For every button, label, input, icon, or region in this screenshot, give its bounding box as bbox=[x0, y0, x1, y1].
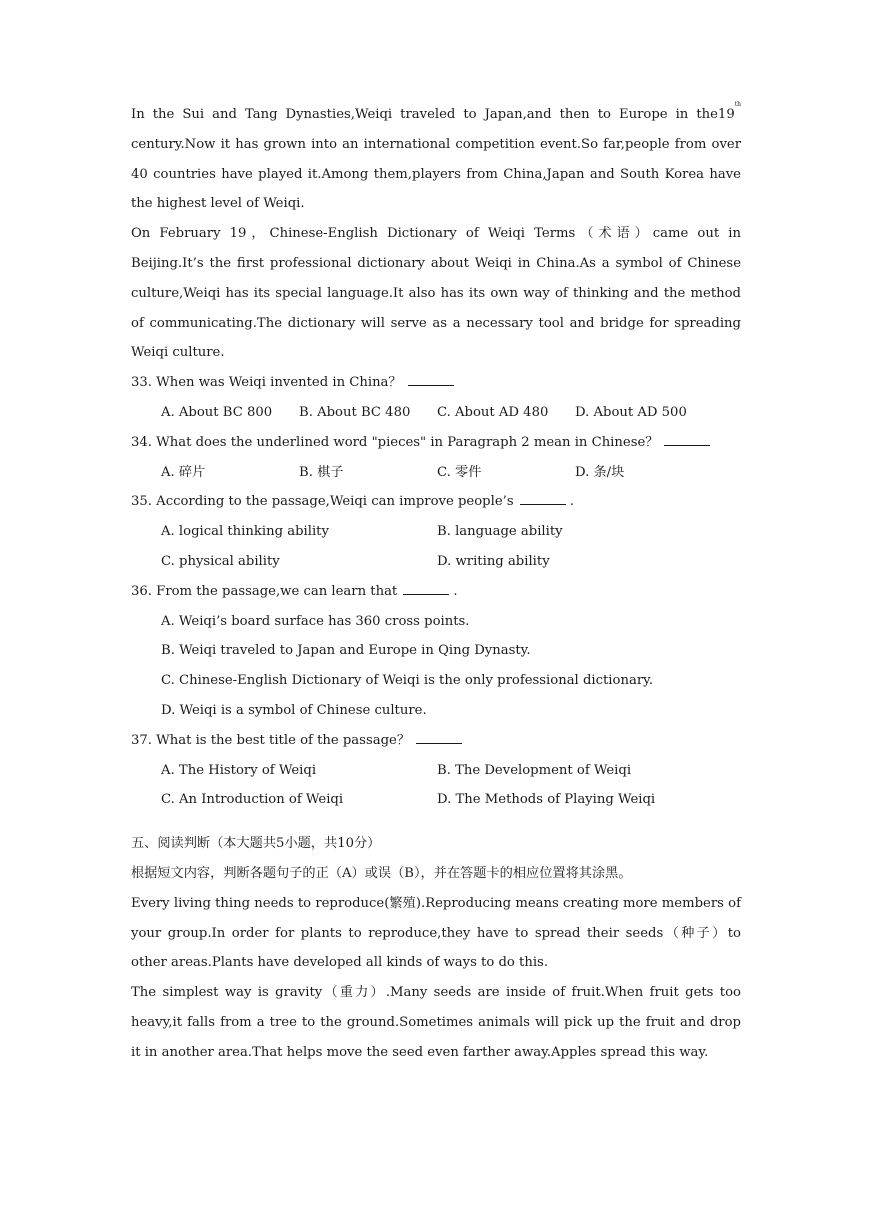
option-c[interactable]: C. Chinese-English Dictionary of Weiqi is the only professional dictionary. bbox=[161, 673, 654, 689]
options-33 bbox=[131, 398, 741, 428]
options-37-row-1 bbox=[131, 756, 741, 786]
option-d[interactable]: D. Weiqi is a symbol of Chinese culture. bbox=[161, 702, 427, 718]
section-5-title: 五、阅读判断（本大题共5小题，共10分） bbox=[131, 836, 381, 852]
paragraph-text: century.Now it has grown into an international competition event.So far,people from over 40 countries have played it.Among them,players from China,Japan and South Korea have the highest level of Weiqi. bbox=[131, 136, 741, 212]
section-5-instruction: 根据短文内容，判断各题句子的正（A）或误（B），并在答题卡的相应位置将其涂黑。 bbox=[131, 865, 632, 881]
option-d[interactable]: D. The Methods of Playing Weiqi bbox=[437, 792, 656, 808]
question-37 bbox=[131, 726, 741, 756]
paragraph-text: In the Sui and Tang Dynasties,Weiqi traveled to Japan,and then to Europe in the19 bbox=[131, 107, 735, 122]
question-stem: 36. From the passage,we can learn that bbox=[131, 583, 398, 599]
option-b[interactable]: B. Weiqi traveled to Japan and Europe in Qing Dynasty. bbox=[161, 643, 531, 659]
question-stem: 37. What is the best title of the passage？ bbox=[131, 732, 411, 748]
option-d[interactable]: D. 条/块 bbox=[575, 464, 625, 480]
question-stem: 35. According to the passage,Weiqi can improve people’s bbox=[131, 494, 514, 510]
passage-paragraph-1 bbox=[131, 100, 741, 219]
option-a[interactable]: A. Weiqi’s board surface has 360 cross points. bbox=[161, 613, 470, 629]
passage-paragraph-2: On February 19，Chinese-English Dictionary of Weiqi Terms（术语）came out in Beijing.It’s the first professional dictionary about Weiqi in China.As a symbol of Chinese culture,Weiqi has its special language.It also has its own way of thinking and the method of communicating.The dictionary will serve as a necessary tool and bridge for spreading Weiqi culture. bbox=[131, 226, 741, 361]
question-stem-end: . bbox=[565, 494, 574, 510]
option-a[interactable]: A. About BC 800 bbox=[161, 404, 273, 420]
option-b[interactable]: B. language ability bbox=[437, 524, 563, 540]
option-d[interactable]: D. writing ability bbox=[437, 553, 550, 569]
option-c[interactable]: C. About AD 480 bbox=[437, 404, 549, 420]
question-35 bbox=[131, 487, 741, 517]
option-b[interactable]: B. The Development of Weiqi bbox=[437, 762, 632, 778]
option-a[interactable]: A. 碎片 bbox=[161, 464, 206, 480]
options-34 bbox=[131, 458, 741, 488]
question-36 bbox=[131, 577, 741, 607]
question-stem-end: . bbox=[449, 583, 458, 599]
superscript-th: th bbox=[734, 101, 741, 108]
answer-blank[interactable] bbox=[520, 494, 566, 505]
options-35-row-1 bbox=[131, 517, 741, 547]
option-a[interactable]: A. logical thinking ability bbox=[161, 524, 329, 540]
option-b[interactable]: B. About BC 480 bbox=[299, 404, 411, 420]
option-c[interactable]: C. 零件 bbox=[437, 464, 482, 480]
option-d[interactable]: D. About AD 500 bbox=[575, 404, 687, 420]
answer-blank[interactable] bbox=[664, 435, 710, 446]
section-5-paragraph-1: Every living thing needs to reproduce(繁殖).Reproducing means creating more members of your group.In order for plants to reproduce,they have to spread their seeds（种子）to other areas.Plants have developed all kinds of ways to do this. bbox=[131, 895, 741, 971]
option-c[interactable]: C. physical ability bbox=[161, 553, 280, 569]
question-stem: 34. What does the underlined word "pieces" in Paragraph 2 mean in Chinese？ bbox=[131, 434, 659, 450]
answer-blank[interactable] bbox=[403, 584, 449, 595]
section-5-paragraph-2: The simplest way is gravity（重力）.Many seeds are inside of fruit.When fruit gets too heavy,it falls from a tree to the ground.Sometimes animals will pick up the fruit and drop it in another area.That helps move the seed even farther away.Apples spread this way. bbox=[131, 985, 741, 1060]
question-33 bbox=[131, 368, 741, 398]
options-35-row-2 bbox=[131, 547, 741, 577]
document-page bbox=[131, 100, 741, 1068]
option-c[interactable]: C. An Introduction of Weiqi bbox=[161, 792, 344, 808]
answer-blank[interactable] bbox=[416, 733, 462, 744]
question-34 bbox=[131, 428, 741, 458]
option-b[interactable]: B. 棋子 bbox=[299, 464, 344, 480]
answer-blank[interactable] bbox=[408, 375, 454, 386]
question-stem: 33. When was Weiqi invented in China？ bbox=[131, 375, 402, 391]
options-37-row-2 bbox=[131, 785, 741, 815]
option-a[interactable]: A. The History of Weiqi bbox=[161, 762, 317, 778]
